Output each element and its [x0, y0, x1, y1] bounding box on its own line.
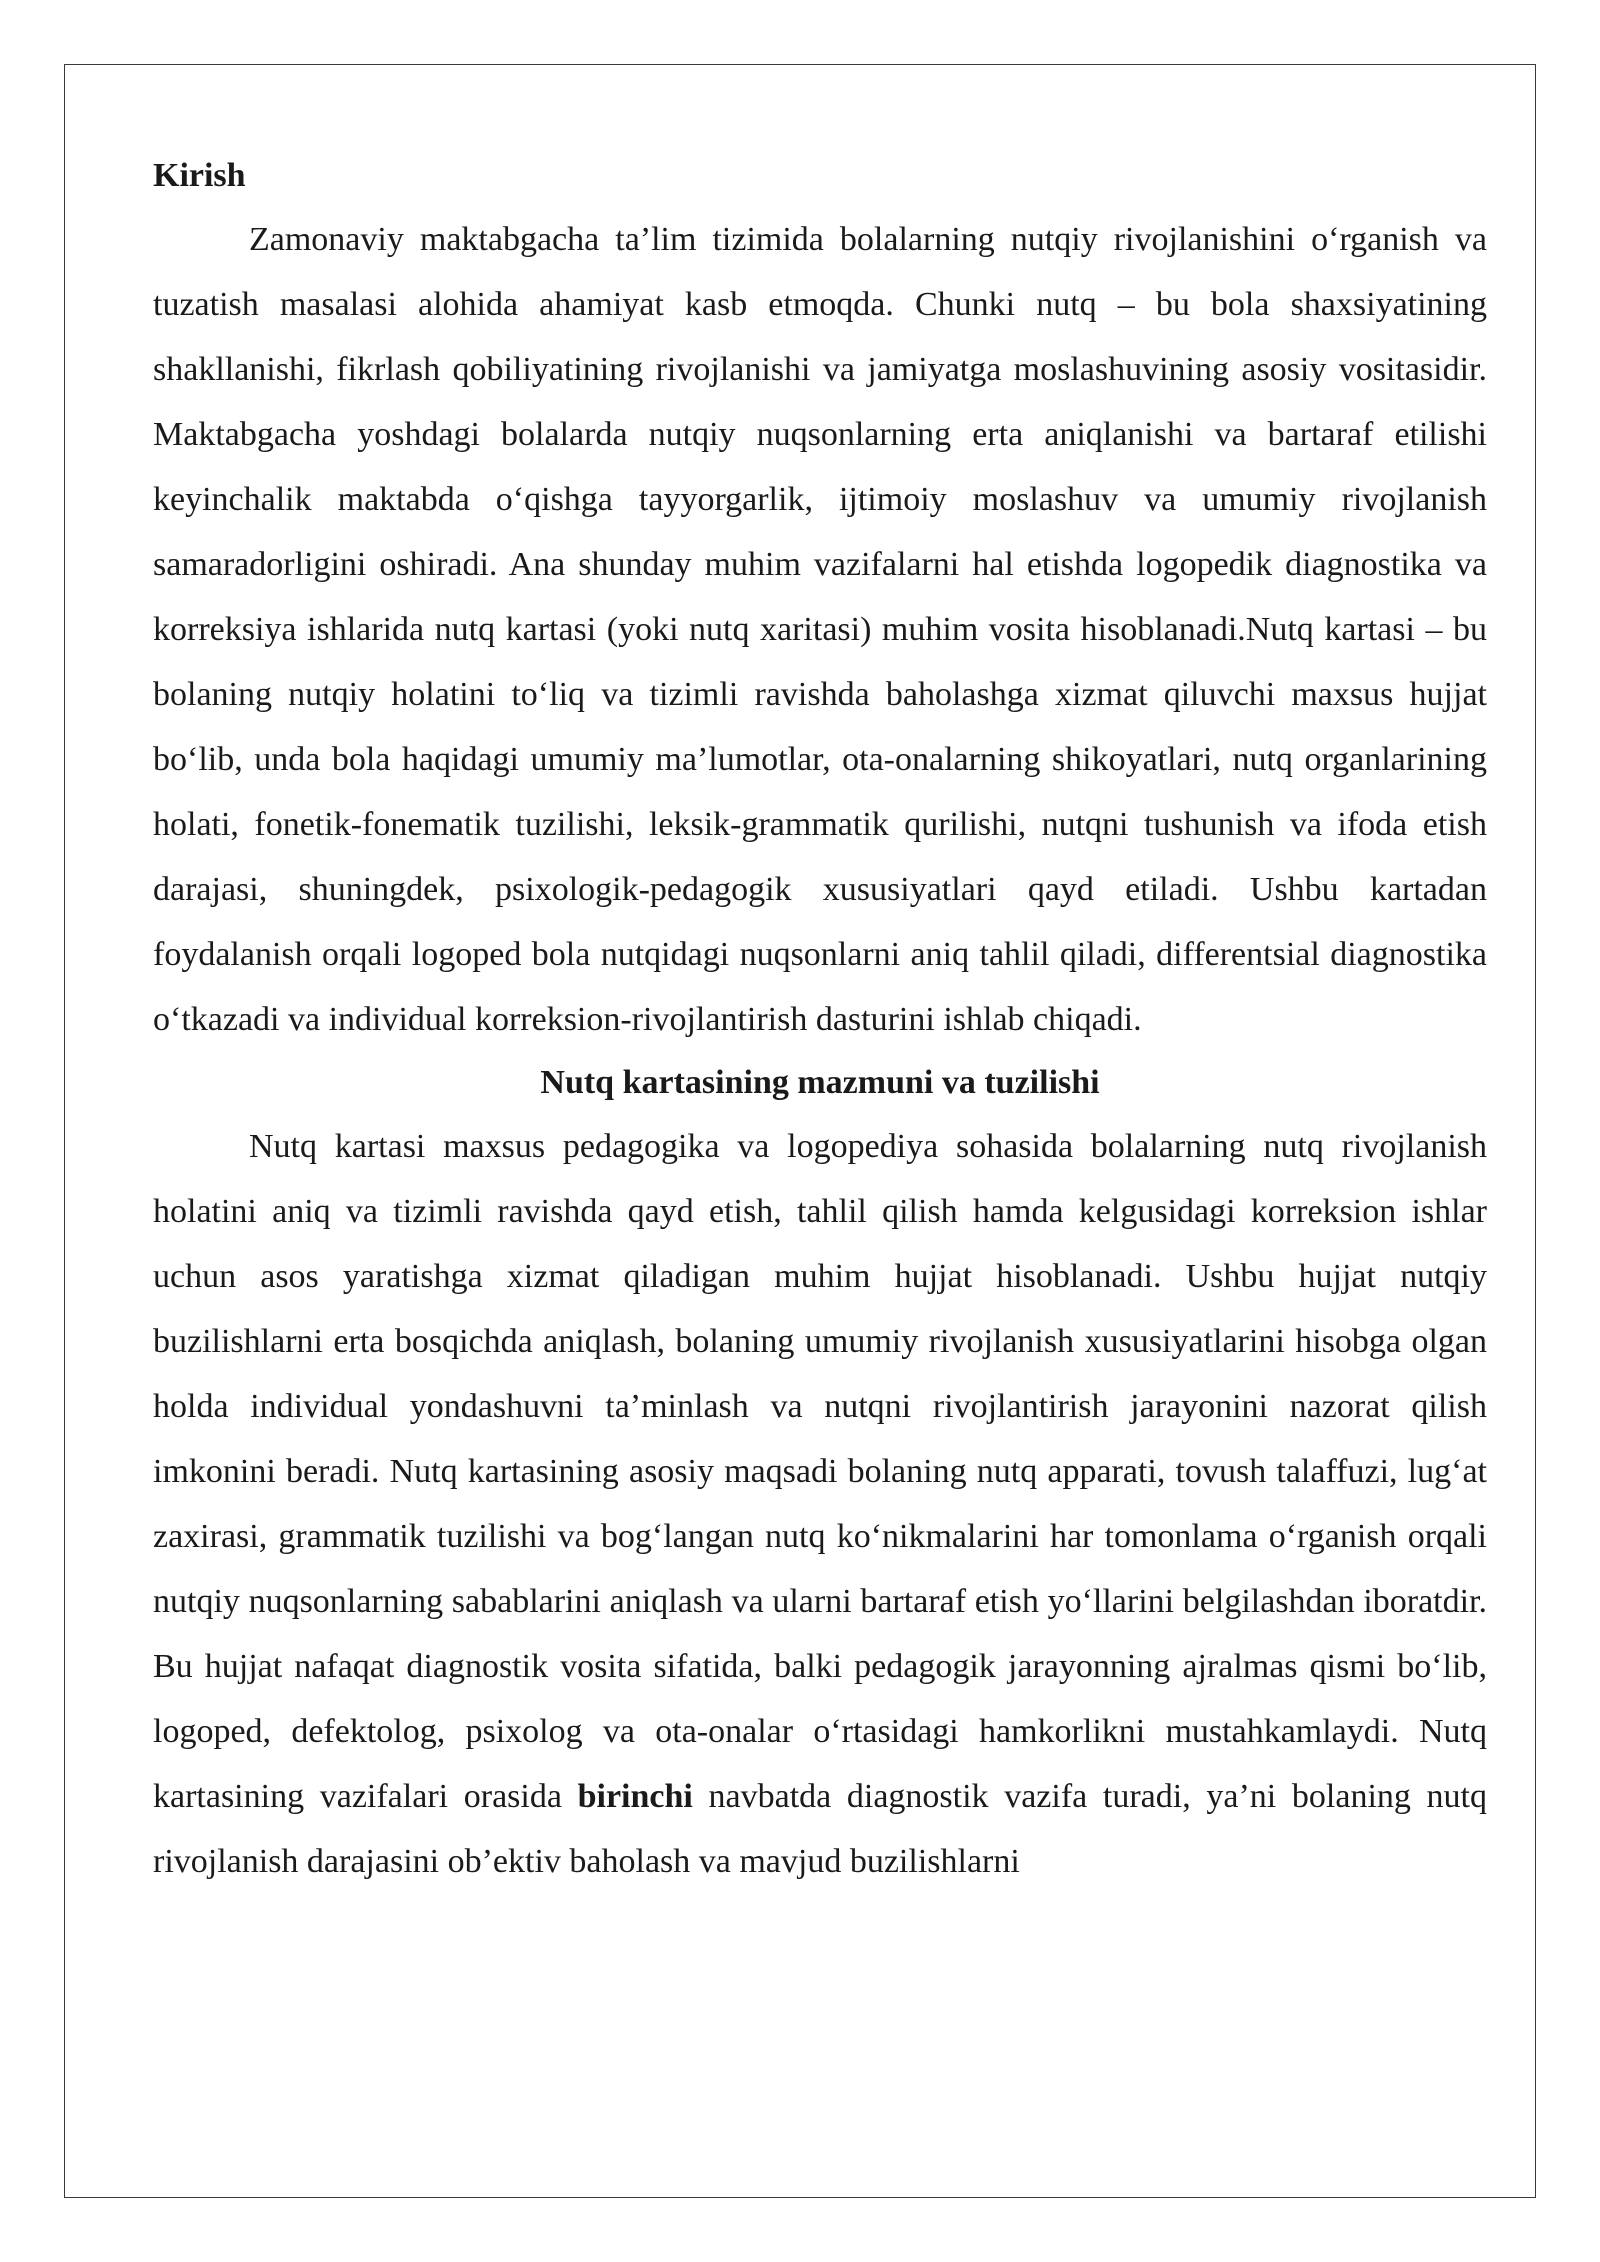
intro-heading: Kirish — [153, 157, 246, 194]
section-paragraph-end: navbatda diagnostik vazifa turadi, ya’ni bolaning nutq rivojlanish darajasini ob’ektiv baholash va mavjud buzilishlarni — [153, 1778, 1487, 1880]
section-heading: Nutq kartasining mazmuni va tuzilishi — [540, 1064, 1100, 1101]
intro-paragraph: Zamonaviy maktabgacha ta’lim tizimida bolalarning nutqiy rivojlanishini o‘rganish va tuzatish masalasi alohida ahamiyat kasb etmoqda. Chunki nutq – bu bola shaxsiyatining shakllanishi, fikrlash qobiliyatining rivojlanishi va jamiyatga moslashuvining asosiy vositasidir. Maktabgacha yoshdagi bolalarda nutqiy nuqsonlarning erta aniqlanishi va bartaraf etilishi keyinchalik maktabda o‘qishga tayyorgarlik, ijtimoiy moslashuv va umumiy rivojlanish samaradorligini oshiradi. Ana shunday muhim vazifalarni hal etishda logopedik diagnostika va korreksiya ishlarida nutq kartasi (yoki nutq xaritasi) muhim vosita hisoblanadi.Nutq kartasi – bu bolaning nutqiy holatini to‘liq va tizimli ravishda baholashga xizmat qiluvchi maxsus hujjat bo‘lib, unda bola haqidagi umumiy ma’lumotlar, ota-onalarning shikoyatlari, nutq organlarining holati, fonetik-fonematik tuzilishi, leksik-grammatik qurilishi, nutqni tushunish va ifoda etish darajasi, shuningdek, psixologik-pedagogik xususiyatlari qayd etiladi. Ushbu kartadan foydalanish orqali logoped bola nutqidagi nuqsonlarni aniq tahlil qiladi, differentsial diagnostika o‘tkazadi va individual korreksion-rivojlantirish dasturini ishlab chiqadi. — [153, 221, 1487, 1038]
section-paragraph — [153, 1114, 1487, 1894]
document-body — [153, 145, 1487, 1894]
section-paragraph-start: Nutq kartasi maxsus pedagogika va logopediya sohasida bolalarning nutq rivojlanish holatini aniq va tizimli ravishda qayd etish, tahlil qilish hamda kelgusidagi korreksion ishlar uchun asos yaratishga xizmat qiladigan muhim hujjat hisoblanadi. Ushbu hujjat nutqiy buzilishlarni erta bosqichda aniqlash, bolaning umumiy rivojlanish xususiyatlarini hisobga olgan holda individual yondashuvni ta’minlash va nutqni rivojlantirish jarayonini nazorat qilish imkonini beradi. Nutq kartasining asosiy maqsadi bolaning nutq apparati, tovush talaffuzi, lug‘at zaxirasi, grammatik tuzilishi va bog‘langan nutq ko‘nikmalarini har tomonlama o‘rganish orqali nutqiy nuqsonlarning sabablarini aniqlash va ularni bartaraf etish yo‘llarini belgilashdan iboratdir. Bu hujjat nafaqat diagnostik vosita sifatida, balki pedagogik jarayonning ajralmas qismi bo‘lib, logoped, defektolog, psixolog va ota-onalar o‘rtasidagi hamkorlikni mustahkamlaydi. Nutq kartasining vazifalari orasida — [153, 1128, 1487, 1815]
section-paragraph-emphasis: birinchi — [577, 1778, 693, 1815]
